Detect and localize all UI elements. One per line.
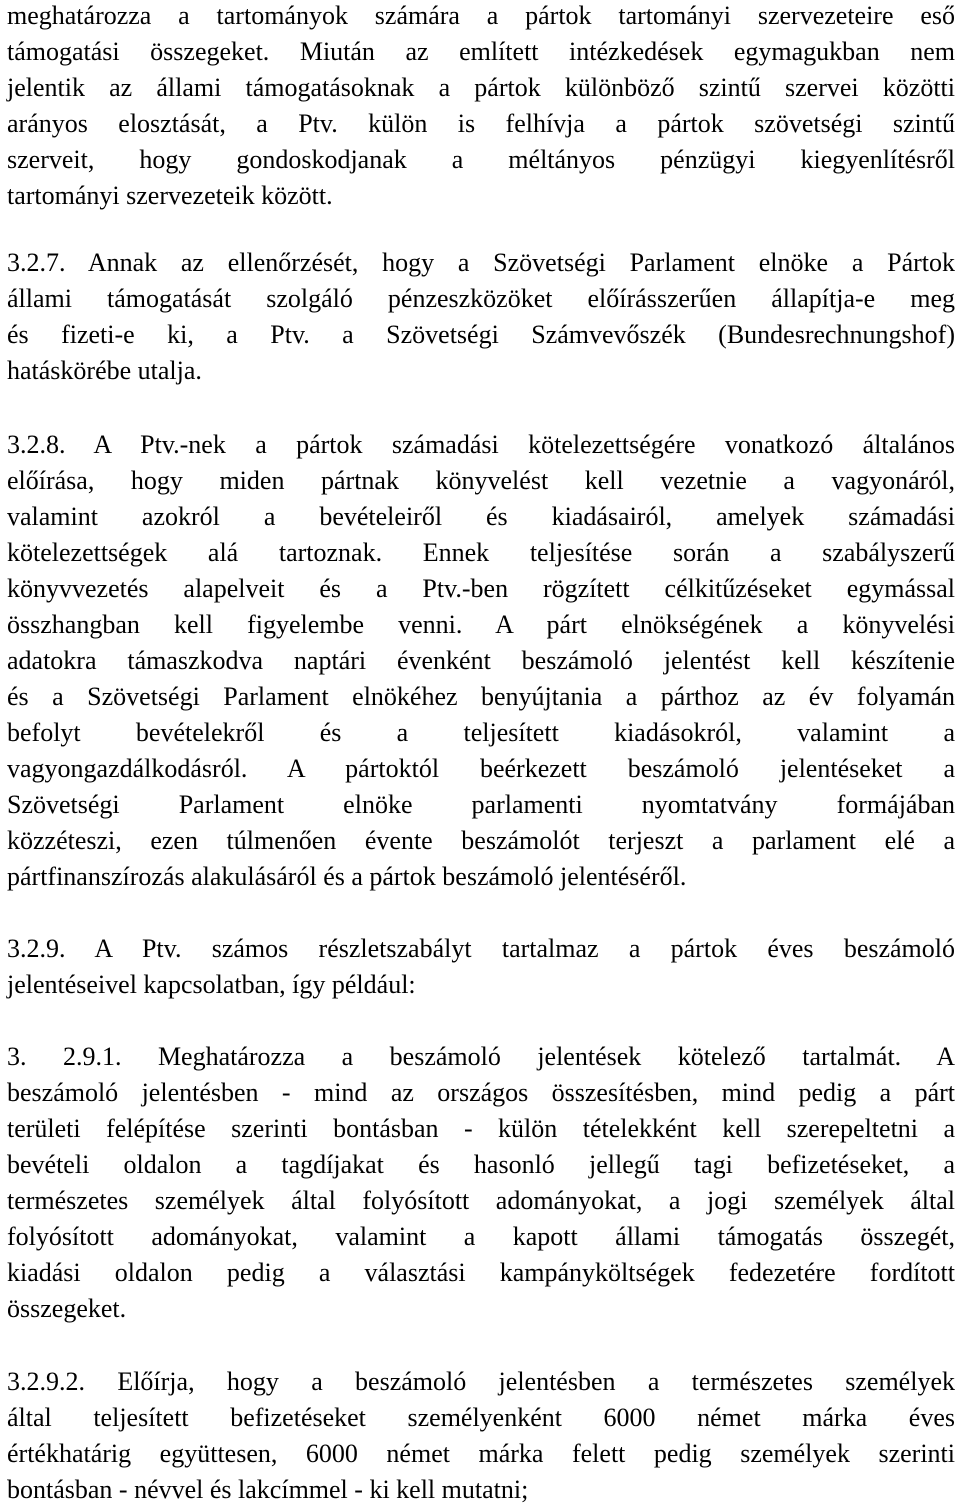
text-line: meghatározza a tartományok számára a pártok tartományi szervezeteire eső [7,1,955,30]
text-line: 3.2.9. A Ptv. számos részletszabályt tartalmaz a pártok éves beszámoló [7,934,955,963]
text-line: adatokra támaszkodva naptári évenként beszámoló jelentést kell készítenie [7,646,955,675]
text-line: befolyt bevételekről és a teljesített kiadásokról, valamint a [7,718,955,747]
text-line: hatáskörébe utalja. [7,356,202,385]
text-line: szerveit, hogy gondoskodjanak a méltányos pénzügyi kiegyenlítésről [7,145,955,174]
text-line: területi felépítése szerinti bontásban - külön tételekként kell szerepeltetni a [7,1114,955,1143]
text-line: előírása, hogy miden pártnak könyvelést kell vezetnie a vagyonáról, [7,466,955,495]
text-line: Szövetségi Parlament elnöke parlamenti nyomtatvány formájában [7,790,955,819]
text-line: értékhatárig együttesen, 6000 német márka felett pedig személyek szerinti [7,1439,955,1468]
text-line: 3. 2.9.1. Meghatározza a beszámoló jelentések kötelező tartalmát. A [7,1042,955,1071]
text-line: 3.2.9.2. Előírja, hogy a beszámoló jelentésben a természetes személyek [7,1367,955,1396]
text-line: valamint azokról a bevételeiről és kiadásairól, amelyek számadási [7,502,955,531]
text-line: kötelezettségek alá tartoznak. Ennek teljesítése során a szabályszerű [7,538,955,567]
text-line: 3.2.8. A Ptv.-nek a pártok számadási kötelezettségére vonatkozó általános [7,430,955,459]
text-line: jelentéseivel kapcsolatban, így például: [7,970,416,999]
text-line: támogatási összegeket. Miután az említett intézkedések egymagukban nem [7,37,955,66]
text-line: beszámoló jelentésben - mind az országos összesítésben, mind pedig a párt [7,1078,955,1107]
text-line: állami támogatását szolgáló pénzeszközöket előírásszerűen állapítja-e meg [7,284,955,313]
text-line: tartományi szervezeteik között. [7,181,333,210]
text-line: folyósított adományokat, valamint a kapott állami támogatás összegét, [7,1222,955,1251]
text-line: összegeket. [7,1294,127,1323]
text-line: természetes személyek által folyósított adományokat, a jogi személyek által [7,1186,955,1215]
text-line: könyvvezetés alapelveit és a Ptv.-ben rögzített célkitűzéseket egymással [7,574,955,603]
text-line: bontásban - névvel és lakcímmel - ki kell mutatni; [7,1475,529,1504]
text-line: 3.2.7. Annak az ellenőrzését, hogy a Szövetségi Parlament elnöke a Pártok [7,248,955,277]
text-line: jelentik az állami támogatásoknak a pártok különböző szintű szervei közötti [7,73,955,102]
text-line: által teljesített befizetéseket személyenként 6000 német márka éves [7,1403,955,1432]
text-line: vagyongazdálkodásról. A pártoktól beérkezett beszámoló jelentéseket a [7,754,955,783]
text-line: közzéteszi, ezen túlmenően évente beszámolót terjeszt a parlament elé a [7,826,955,855]
text-line: arányos elosztását, a Ptv. külön is felhívja a pártok szövetségi szintű [7,109,955,138]
text-line: bevételi oldalon a tagdíjakat és hasonló jellegű tagi befizetéseket, a [7,1150,955,1179]
text-line: és fizeti-e ki, a Ptv. a Szövetségi Számvevőszék (Bundesrechnungshof) [7,320,955,349]
text-line: pártfinanszírozás alakulásáról és a pártok beszámoló jelentéséről. [7,862,687,891]
text-line: összhangban kell figyelembe venni. A párt elnökségének a könyvelési [7,610,955,639]
text-line: és a Szövetségi Parlament elnökéhez benyújtania a párthoz az év folyamán [7,682,955,711]
text-line: kiadási oldalon pedig a választási kampányköltségek fedezetére fordított [7,1258,955,1287]
